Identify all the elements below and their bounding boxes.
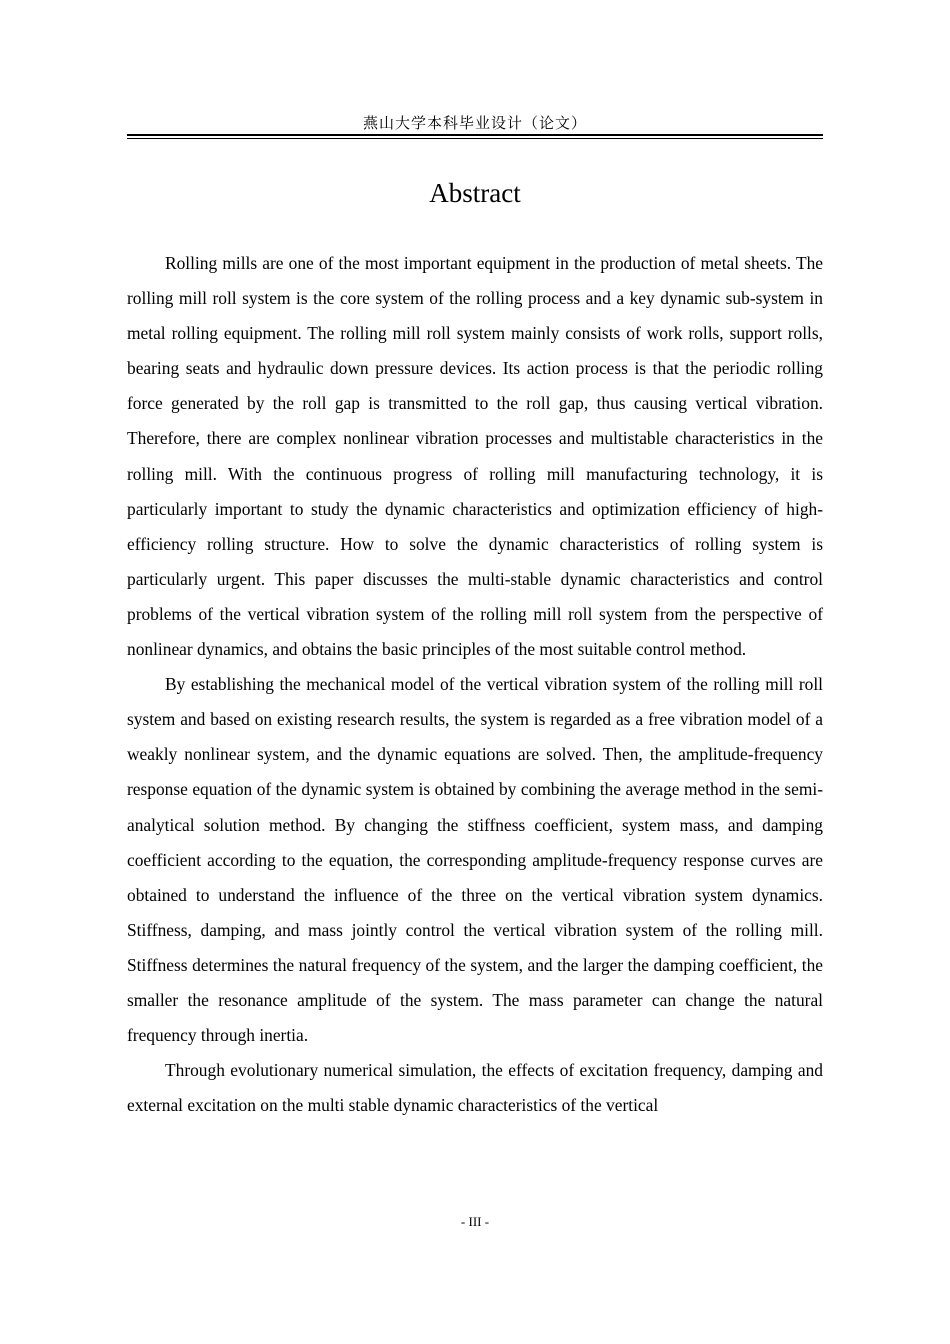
page-number: - III - — [460, 1214, 490, 1229]
abstract-paragraph-2: By establishing the mechanical model of the vertical vibration system of the rolling mill roll system and based on existing research results, the system is regarded as a free vibration model of a weakly nonlinear system, and the dynamic equations are solved. Then, the amplitude-frequency response equation of the dynamic system is obtained by combining the average method in the semi-analytical solution method. By changing the stiffness coefficient, system mass, and damping coefficient according to the equation, the corresponding amplitude-frequency response curves are obtained to understand the influence of the three on the vertical vibration system dynamics. Stiffness, damping, and mass jointly control the vertical vibration system of the rolling mill. Stiffness determines the natural frequency of the system, and the larger the damping coefficient, the smaller the resonance amplitude of the system. The mass parameter can change the natural frequency through inertia. — [127, 674, 823, 1046]
abstract-body — [127, 246, 823, 1123]
page-title: Abstract — [429, 178, 521, 208]
abstract-paragraph-1: Rolling mills are one of the most important equipment in the production of metal sheets. The rolling mill roll system is the core system of the rolling process and a key dynamic sub-system in metal rolling equipment. The rolling mill roll system mainly consists of work rolls, support rolls, bearing seats and hydraulic down pressure devices. Its action process is that the periodic rolling force generated by the roll gap is transmitted to the roll gap, thus causing vertical vibration. Therefore, there are complex nonlinear vibration processes and multistable characteristics in the rolling mill. With the continuous progress of rolling mill manufacturing technology, it is particularly important to study the dynamic characteristics and optimization efficiency of high-efficiency rolling structure. How to solve the dynamic characteristics of rolling system is particularly urgent. This paper discusses the multi-stable dynamic characteristics and control problems of the vertical vibration system of the rolling mill roll system from the perspective of nonlinear dynamics, and obtains the basic principles of the most suitable control method. — [127, 253, 823, 660]
abstract-paragraph-3: Through evolutionary numerical simulation, the effects of excitation frequency, damping and external excitation on the multi stable dynamic characteristics of the vertical — [127, 1060, 823, 1116]
header-divider — [127, 134, 823, 139]
running-header: 燕山大学本科毕业设计（论文） — [362, 114, 587, 132]
